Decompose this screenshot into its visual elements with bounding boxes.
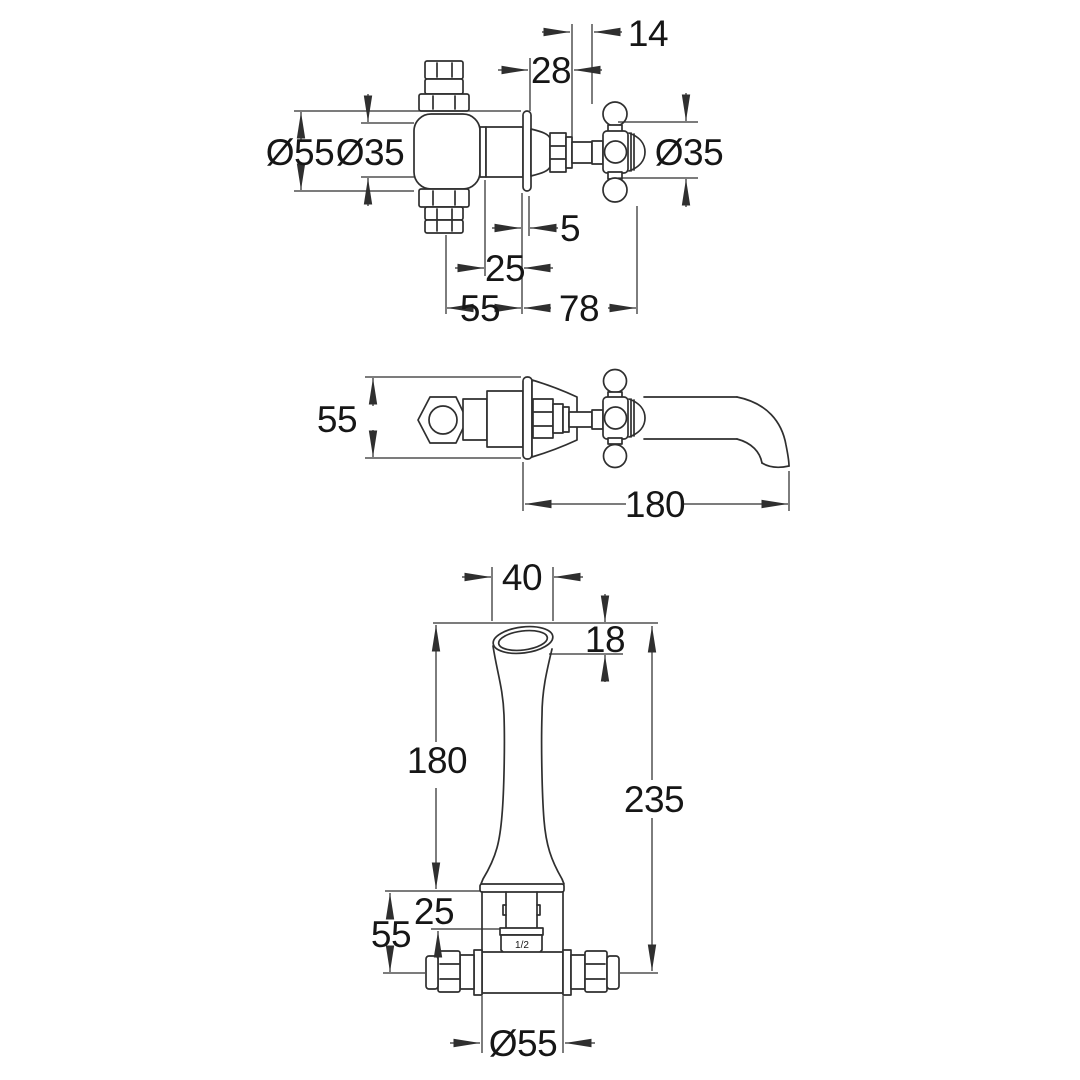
dim-label-40: 40 — [501, 557, 543, 598]
bottom-view-spout-front — [371, 557, 684, 1064]
dim-label-5: 5 — [559, 208, 581, 249]
valve-stem-fittings — [550, 133, 603, 172]
dim-label-55-middle: 55 — [316, 399, 358, 440]
dim-label-25-bottom: 25 — [413, 891, 455, 932]
wall-flange-side — [523, 111, 550, 191]
compression-fitting-right — [563, 950, 619, 995]
dim-180-column-height — [407, 625, 467, 889]
dim-label-78: 78 — [558, 288, 600, 329]
dim-label-dia35-right: Ø35 — [654, 132, 724, 173]
dim-28-stem — [498, 50, 602, 111]
dim-label-235: 235 — [623, 779, 685, 820]
dim-dia55-escutcheon — [450, 996, 595, 1064]
dim-label-18: 18 — [584, 619, 626, 660]
dim-label-180-bottom: 180 — [406, 740, 468, 781]
dim-label-14: 14 — [627, 13, 669, 54]
cross-handle-side-middle — [603, 370, 645, 468]
dim-label-dia55-bottom: Ø55 — [488, 1023, 558, 1064]
dim-180-spout-reach — [523, 462, 789, 525]
top-view-valve-side — [266, 13, 723, 329]
cross-handle-side — [603, 102, 645, 202]
valve-size-label: 1/2 — [515, 940, 529, 951]
dim-18-outlet-height — [549, 594, 625, 682]
compression-fitting-left — [426, 950, 482, 995]
concealed-valve-side — [418, 391, 523, 447]
dim-235-overall-height — [624, 626, 684, 971]
dim-label-dia35-left: Ø35 — [335, 132, 405, 173]
valve-inlet-nut-stack-bottom — [419, 189, 469, 233]
spout-column — [480, 623, 564, 892]
dim-label-55: 55 — [459, 288, 501, 329]
dim-label-55-bottom: 55 — [370, 914, 412, 955]
dim-label-180-middle: 180 — [624, 484, 686, 525]
spout-curved — [644, 397, 789, 467]
dim-40-outlet-width — [462, 557, 583, 621]
dim-label-dia55-top: Ø55 — [265, 132, 335, 173]
valve-body — [414, 114, 523, 189]
supply-pipe-body — [482, 952, 563, 993]
dim-label-25: 25 — [484, 248, 526, 289]
valve-inlet-nut-stack-top — [419, 61, 469, 111]
dim-label-28: 28 — [530, 50, 572, 91]
middle-view-spout-side — [317, 370, 789, 526]
